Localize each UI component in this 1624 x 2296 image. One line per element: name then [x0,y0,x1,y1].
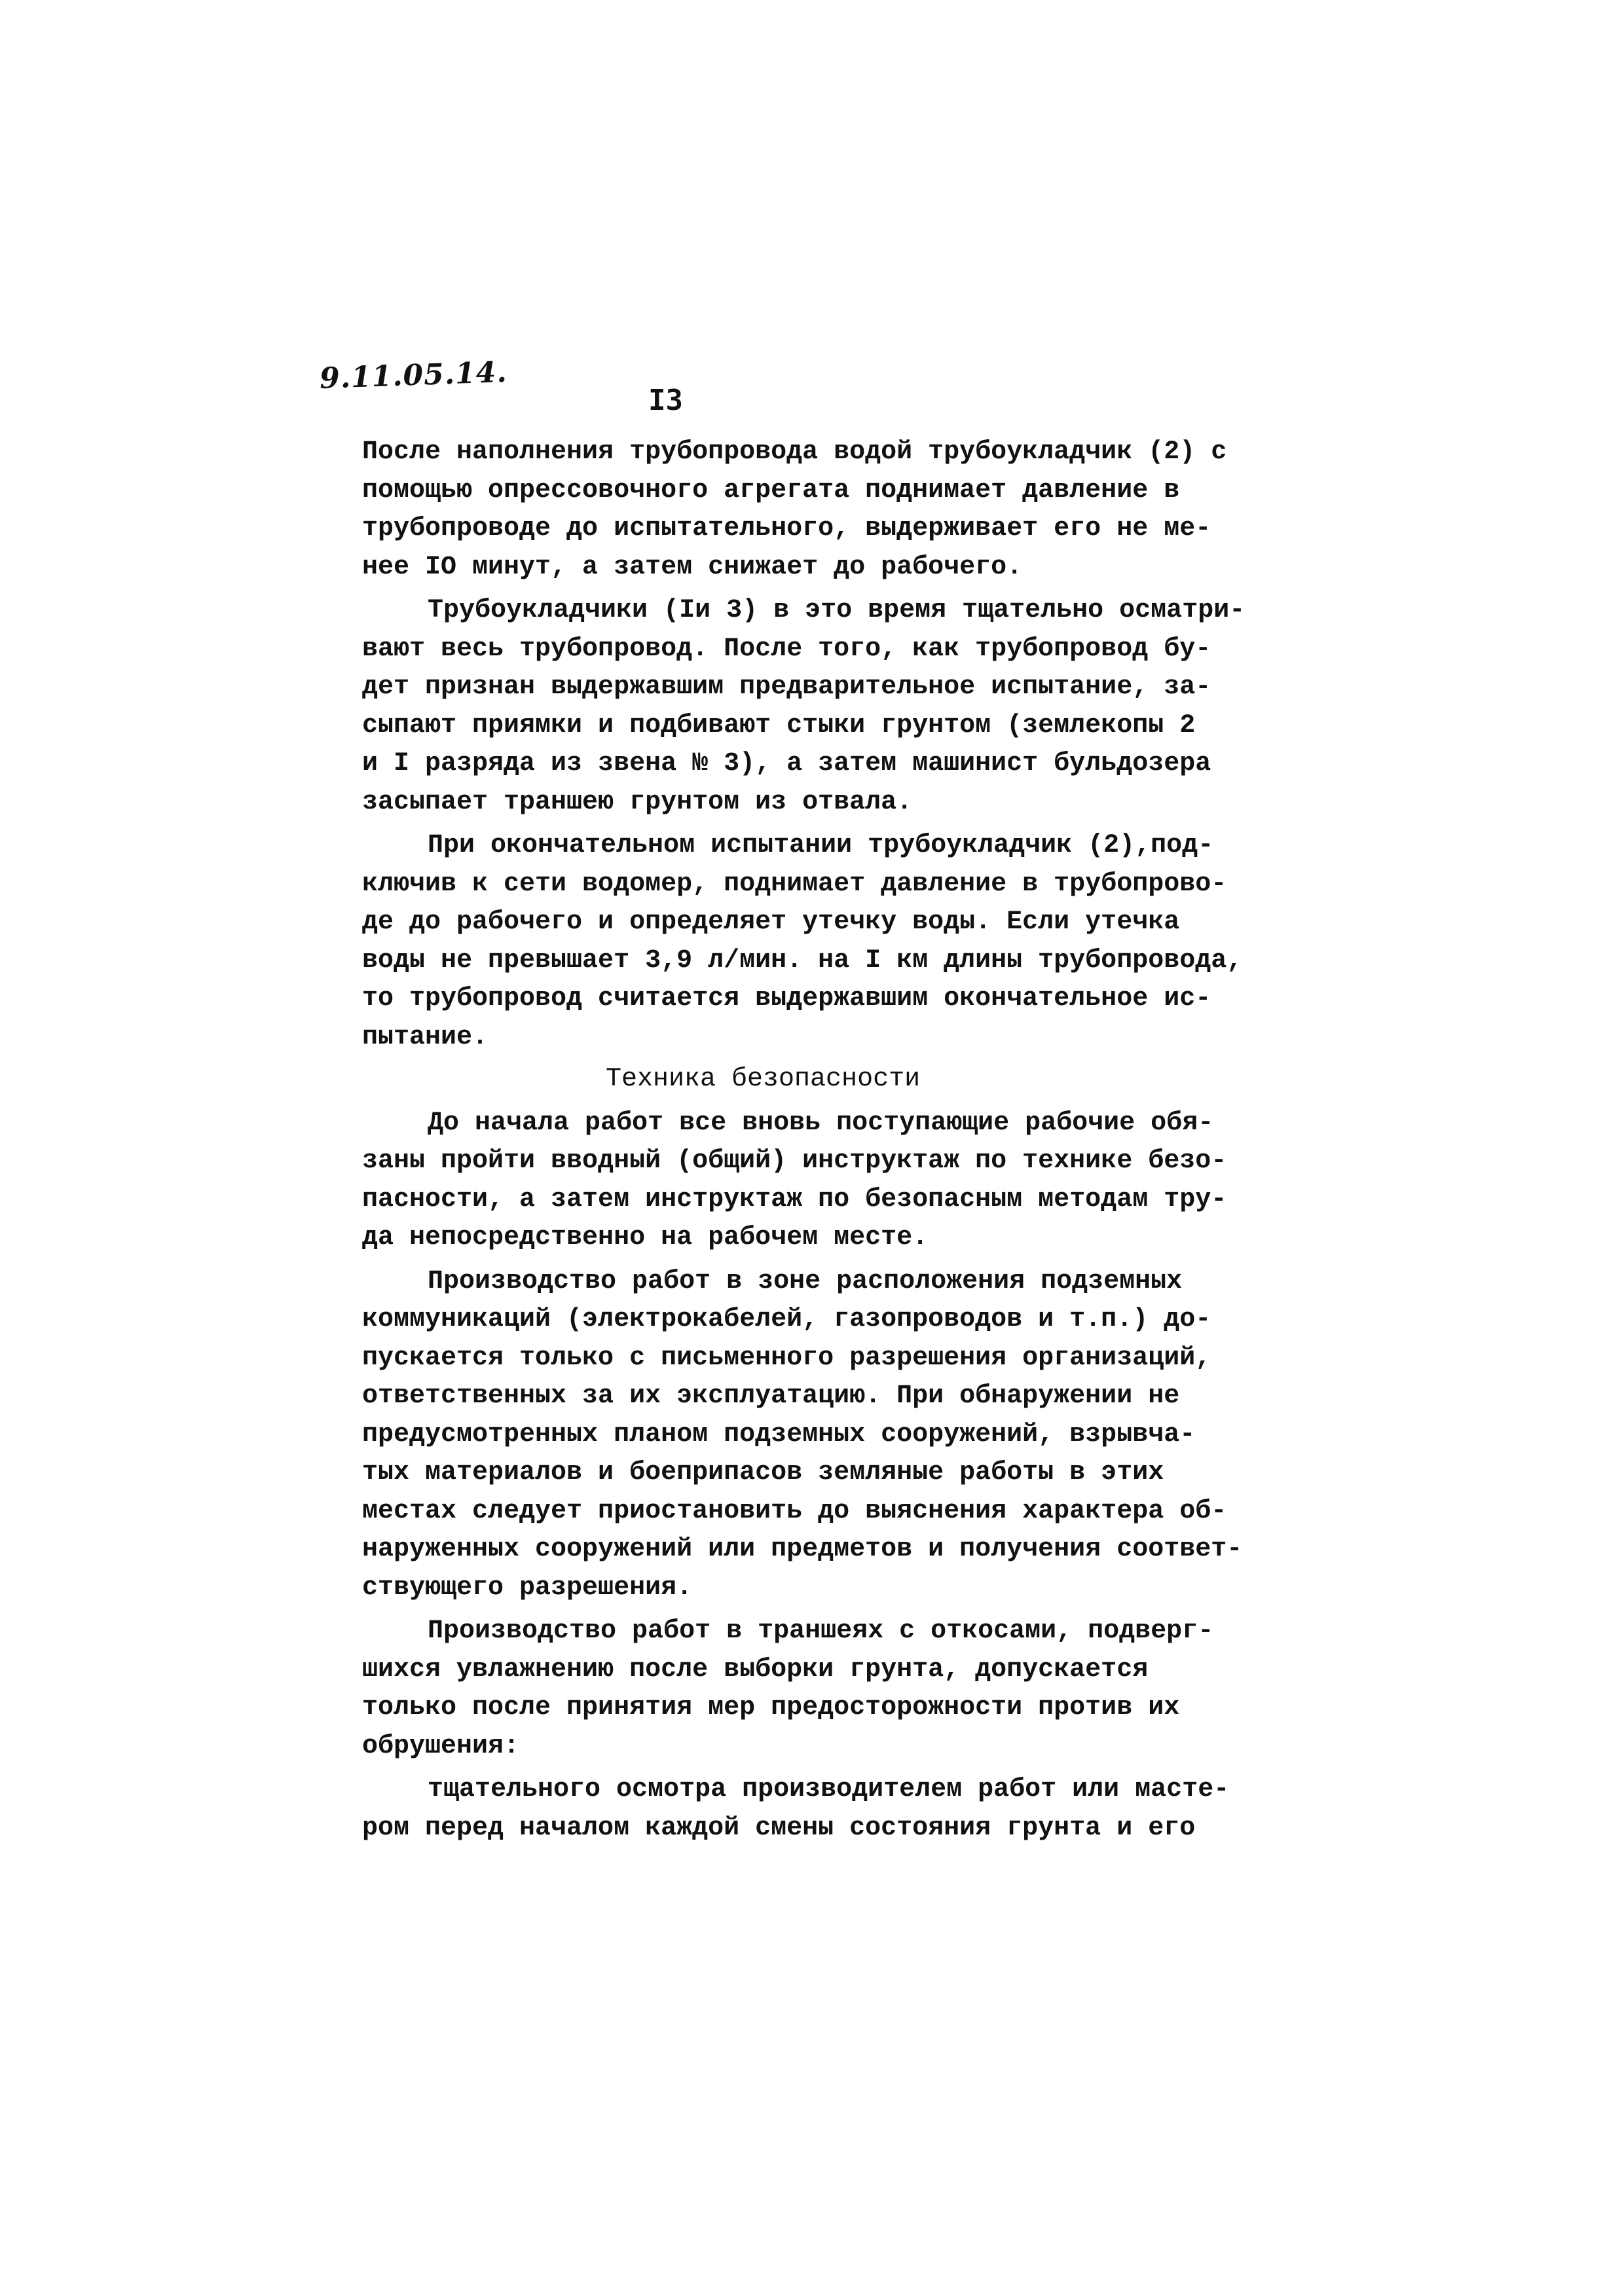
text-line: коммуникаций (электрокабелей, газопроводов и т.п.) до- [362,1305,1211,1334]
text-line: заны пройти вводный (общий) инструктаж по технике безо- [362,1146,1227,1176]
text-line: При окончательном испытании трубоукладчик (2),под- [428,831,1214,860]
text-line: пускается только с письменного разрешения организаций, [362,1343,1211,1373]
text-line: ответственных за их эксплуатацию. При обнаружении не [362,1381,1180,1411]
text-line: До начала работ все вновь поступающие рабочие обя- [428,1108,1214,1138]
text-line: предусмотренных планом подземных сооружений, взрывча- [362,1419,1196,1449]
text-line: нее IO минут, а затем снижает до рабочего. [362,552,1023,582]
text-line: обрушения: [362,1731,520,1761]
text-line: то трубопровод считается выдержавшим окончательное ис- [362,984,1211,1013]
text-line: трубопроводе до испытательного, выдерживает его не ме- [362,514,1211,543]
text-line: и I разряда из звена № 3), а затем машинист бульдозера [362,749,1211,778]
text-line: После наполнения трубопровода водой трубоукладчик (2) с [362,437,1227,467]
handwritten-stamp: 9.11.05.14. [319,355,508,395]
text-line: сыпают приямки и подбивают стыки грунтом (землекопы 2 [362,710,1196,740]
text-line: дет признан выдержавшим предварительное испытание, за- [362,672,1211,702]
text-line: помощью опрессовочного агрегата поднимает давление в [362,475,1180,505]
text-line: да непосредственно на рабочем месте. [362,1223,929,1252]
text-line: ром перед началом каждой смены состояния грунта и его [362,1813,1196,1843]
text-line: Производство работ в зоне расположения подземных [428,1266,1183,1296]
text-line: Трубоукладчики (Iи 3) в это время тщательно осматри- [428,596,1246,625]
text-line: шихся увлажнению после выборки грунта, допускается [362,1654,1149,1685]
text-line: пытание. [362,1022,489,1052]
text-line: наруженных сооружений или предметов и получения соответ- [362,1535,1243,1564]
text-line: местах следует приостановить до выяснения характера об- [362,1496,1227,1526]
text-line: вают весь трубопровод. После того, как трубопровод бу- [362,634,1211,664]
text-line: засыпает траншею грунтом из отвала. [362,787,913,817]
text-line: воды не превышает 3,9 л/мин. на I км длины трубопровода, [362,945,1243,975]
text-line: только после принятия мер предосторожности против их [362,1693,1180,1722]
text-line: тых материалов и боеприпасов земляные работы в этих [362,1458,1164,1487]
text-line: Производство работ в траншеях с откосами, подверг- [428,1616,1214,1646]
text-line: пасности, а затем инструктаж по безопасным методам тру- [362,1184,1227,1214]
body-text [362,433,1292,1848]
text-line: ствующего разрешения. [362,1573,693,1603]
text-line: тщательного осмотра производителем работ или масте- [428,1775,1230,1804]
text-line: де до рабочего и определяет утечку воды. Если утечка [362,907,1180,937]
text-line: ключив к сети водомер, поднимает давление в трубопрово- [362,869,1227,899]
section-heading: Техника безопасности [606,1065,921,1094]
page-number: I3 [648,384,683,417]
